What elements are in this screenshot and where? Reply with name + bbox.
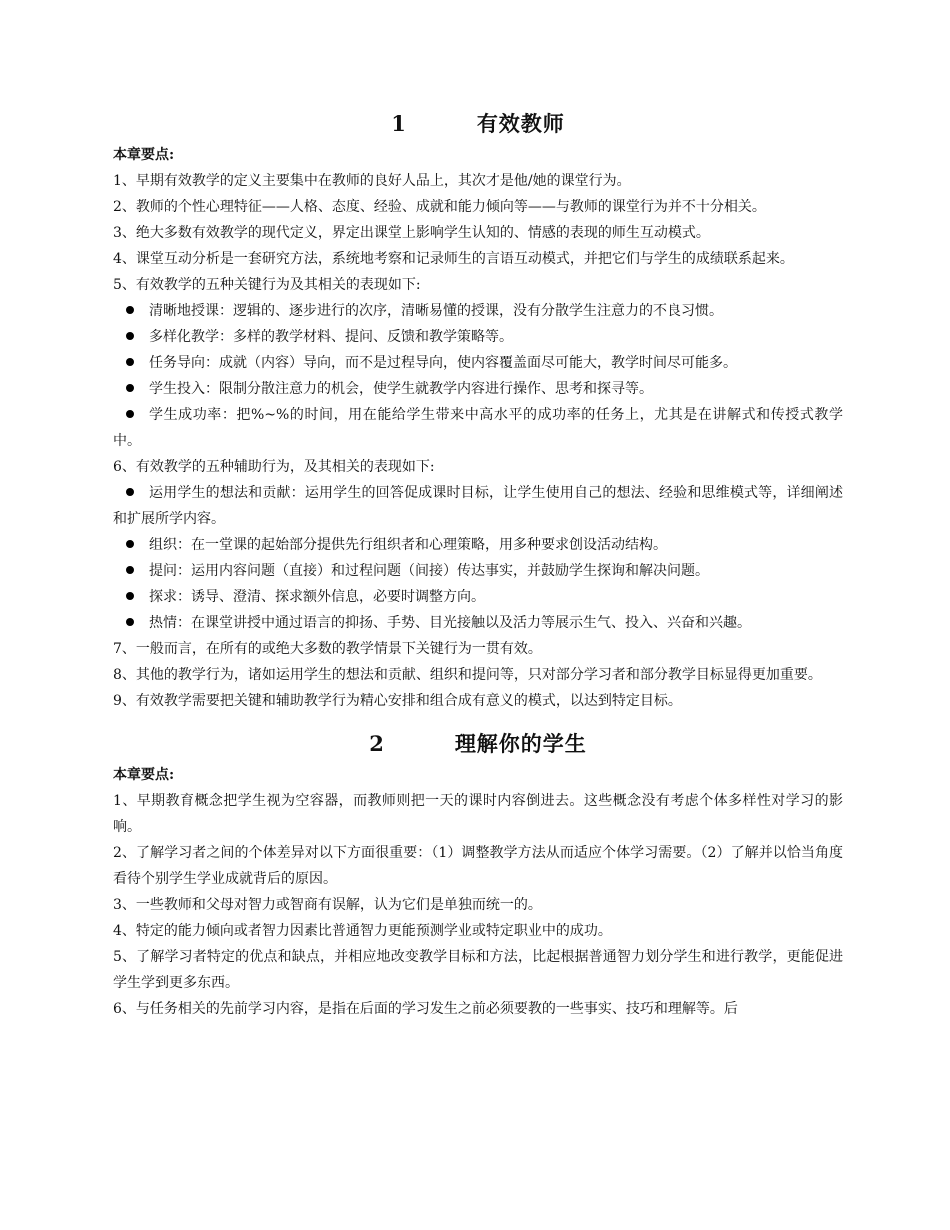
- chapter-2-number: 2: [369, 731, 385, 756]
- chapter-1-point-9: 9、有效教学需要把关键和辅助教学行为精心安排和组合成有意义的模式，以达到特定目标。: [113, 693, 682, 709]
- key-behavior-text: 任务导向：成就（内容）导向，而不是过程导向，使内容覆盖面尽可能大，教学时间尽可能多。: [149, 355, 737, 371]
- helping-behavior-item: [113, 610, 843, 636]
- key-behavior-text: 多样化教学：多样的教学材料、提问、反馈和教学策略等。: [149, 329, 513, 345]
- chapter-2-point-1: 1、早期教育概念把学生视为空容器，而教师则把一天的课时内容倒进去。这些概念没有考虑个体多样性对学习的影响。: [113, 793, 843, 835]
- chapter-2-point-5: 5、了解学习者特定的优点和缺点，并相应地改变教学目标和方法，比起根据普通智力划分学生和进行教学，更能促进学生学到更多东西。: [113, 949, 843, 991]
- chapter-2-title: [113, 726, 843, 762]
- chapter-1-number: 1: [391, 111, 407, 136]
- document-page: [113, 106, 843, 1022]
- helping-behavior-text: 探求：诱导、澄清、探求额外信息，必要时调整方向。: [149, 589, 485, 605]
- chapter-1-point-6: 6、有效教学的五种辅助行为，及其相关的表现如下:: [113, 459, 435, 475]
- helping-behavior-text: 热情：在课堂讲授中通过语言的抑扬、手势、目光接触以及活力等展示生气、投入、兴奋和兴趣。: [149, 615, 751, 631]
- chapter-1-point-5: 5、有效教学的五种关键行为及其相关的表现如下:: [113, 277, 421, 293]
- chapter-1-title: [113, 106, 843, 142]
- key-behavior-item: [113, 402, 843, 454]
- bullet-icon: [126, 618, 134, 626]
- bullet-icon: [126, 306, 134, 314]
- chapter-2-title-text: 理解你的学生: [454, 731, 587, 756]
- key-behavior-item: [113, 376, 843, 402]
- helping-behavior-text: 运用学生的想法和贡献：运用学生的回答促成课时目标，让学生使用自己的想法、经验和思维模式等，详细阐述和扩展所学内容。: [113, 485, 843, 527]
- chapter-2-point-3: 3、一些教师和父母对智力或智商有误解，认为它们是单独而统一的。: [113, 897, 542, 913]
- key-behavior-text: 学生投入：限制分散注意力的机会，使学生就教学内容进行操作、思考和探寻等。: [149, 381, 653, 397]
- key-behavior-item: [113, 298, 843, 324]
- chapter-1-point-1: 1、早期有效教学的定义主要集中在教师的良好人品上，其次才是他/她的课堂行为。: [113, 173, 631, 189]
- chapter-1-point-2: 2、教师的个性心理特征——人格、态度、经验、成就和能力倾向等——与教师的课堂行为并不十分相关。: [113, 199, 766, 215]
- bullet-icon: [126, 488, 134, 496]
- chapter-1-key-points-label: 本章要点:: [113, 147, 175, 163]
- bullet-icon: [126, 540, 134, 548]
- chapter-2-key-points-label: 本章要点:: [113, 767, 175, 783]
- bullet-icon: [126, 358, 134, 366]
- bullet-icon: [126, 332, 134, 340]
- chapter-1-point-4: 4、课堂互动分析是一套研究方法，系统地考察和记录师生的言语互动模式，并把它们与学生的成绩联系起来。: [113, 251, 794, 267]
- key-behavior-text: 清晰地授课：逻辑的、逐步进行的次序，清晰易懂的授课，没有分散学生注意力的不良习惯。: [149, 303, 723, 319]
- bullet-icon: [126, 410, 134, 418]
- bullet-icon: [126, 566, 134, 574]
- helping-behavior-item: [113, 532, 843, 558]
- bullet-icon: [126, 592, 134, 600]
- chapter-2-point-4: 4、特定的能力倾向或者智力因素比普通智力更能预测学业或特定职业中的成功。: [113, 923, 612, 939]
- helping-behavior-item: [113, 480, 843, 532]
- helping-behavior-text: 提问：运用内容问题（直接）和过程问题（间接）传达事实，并鼓励学生探询和解决问题。: [149, 563, 709, 579]
- helping-behavior-item: [113, 558, 843, 584]
- chapter-1-point-7: 7、一般而言，在所有的或绝大多数的教学情景下关键行为一贯有效。: [113, 641, 542, 657]
- chapter-2-point-6: 6、与任务相关的先前学习内容，是指在后面的学习发生之前必须要教的一些事实、技巧和理解等。后: [113, 1001, 738, 1017]
- chapter-1-point-3: 3、绝大多数有效教学的现代定义，界定出课堂上影响学生认知的、情感的表现的师生互动模式。: [113, 225, 710, 241]
- chapter-1-point-8: 8、其他的教学行为，诸如运用学生的想法和贡献、组织和提问等，只对部分学习者和部分教学目标显得更加重要。: [113, 667, 822, 683]
- helping-behavior-item: [113, 584, 843, 610]
- key-behavior-text: 学生成功率：把%~%的时间，用在能给学生带来中高水平的成功率的任务上，尤其是在讲解式和传授式教学中。: [113, 407, 843, 449]
- helping-behavior-text: 组织：在一堂课的起始部分提供先行组织者和心理策略，用多种要求创设活动结构。: [149, 537, 667, 553]
- key-behavior-item: [113, 324, 843, 350]
- chapter-1-title-text: 有效教师: [476, 111, 565, 136]
- chapter-2-point-2: 2、了解学习者之间的个体差异对以下方面很重要：（1）调整教学方法从而适应个体学习需要。（2）了解并以恰当角度看待个别学生学业成就背后的原因。: [113, 845, 843, 887]
- bullet-icon: [126, 384, 134, 392]
- key-behavior-item: [113, 350, 843, 376]
